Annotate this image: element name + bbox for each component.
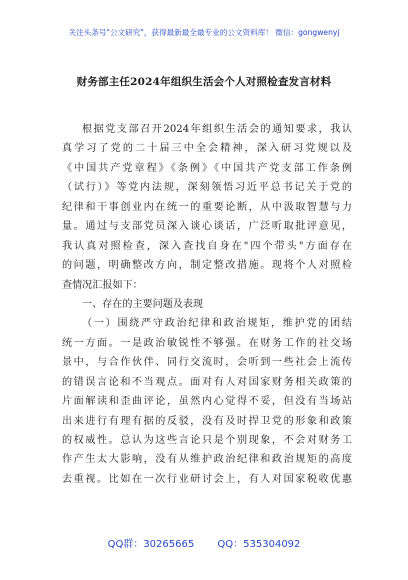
body-line: 作产生太大影响，没有从维护政治纪律和政治规矩的高度 bbox=[62, 454, 352, 466]
body-line: 的权威性。总认为这些言论只是个别现象，不会对财务工 bbox=[62, 435, 352, 446]
document-body bbox=[62, 120, 352, 489]
body-line: （一）围绕严守政治纪律和政治规矩，维护党的团结 bbox=[82, 318, 352, 330]
document-title: 财务部主任2024年组织生活会个人对照检查发言材料 bbox=[76, 76, 332, 88]
body-line: 量。通过与支部党员深入谈心谈话，广泛听取批评意见， bbox=[62, 221, 352, 233]
body-line: 《中国共产党章程》《条例》《中国共产党支部工作条例 bbox=[62, 162, 352, 174]
qq-contact-text[interactable]: QQ：535304092 bbox=[217, 539, 301, 550]
body-line: 去重视。比如在一次行业研讨会上，有人对国家税收优惠 bbox=[62, 473, 352, 485]
body-line: 根据党支部召开2024年组织生活会的通知要求，我认 bbox=[82, 124, 352, 135]
promo-banner[interactable]: 关注头条号"公文研究"，获得最新最全最专业的公文资料库！ 微信：gongwenyj bbox=[68, 28, 340, 37]
section-heading: 一、存在的主要问题及表现 bbox=[82, 298, 204, 310]
body-line: 的错误言论和不当观点。面对有人对国家财务相关政策的 bbox=[62, 376, 352, 388]
body-line: 查情况汇报如下： bbox=[62, 279, 143, 291]
body-line: 统一方面。一是政治敏锐性不够强。在财务工作的社交场 bbox=[62, 337, 352, 349]
qq-group-text[interactable]: QQ群：30265665 bbox=[107, 539, 195, 550]
contact-footer bbox=[0, 535, 408, 550]
body-line: 的问题，明确整改方向，制定整改措施。现将个人对照检 bbox=[62, 260, 352, 272]
body-line: 片面解读和歪曲评论，虽然内心觉得不妥，但没有当场站 bbox=[62, 396, 352, 408]
body-line: 真学习了党的二十届三中全会精神，深入研习党规以及 bbox=[62, 143, 352, 155]
body-line: （试行）》等党内法规，深刻领悟习近平总书记关于党的 bbox=[62, 182, 352, 194]
body-line: 出来进行有理有据的反驳，没有及时捍卫党的形象和政策 bbox=[62, 415, 352, 427]
body-line: 纪律和干事创业内在统一的重要论断，从中汲取智慧与力 bbox=[62, 201, 352, 213]
body-line: 景中，与合作伙伴、同行交流时，会听到一些社会上流传 bbox=[62, 357, 352, 369]
body-line: 我认真对照检查，深入查找自身在"四个带头"方面存在 bbox=[62, 240, 352, 252]
